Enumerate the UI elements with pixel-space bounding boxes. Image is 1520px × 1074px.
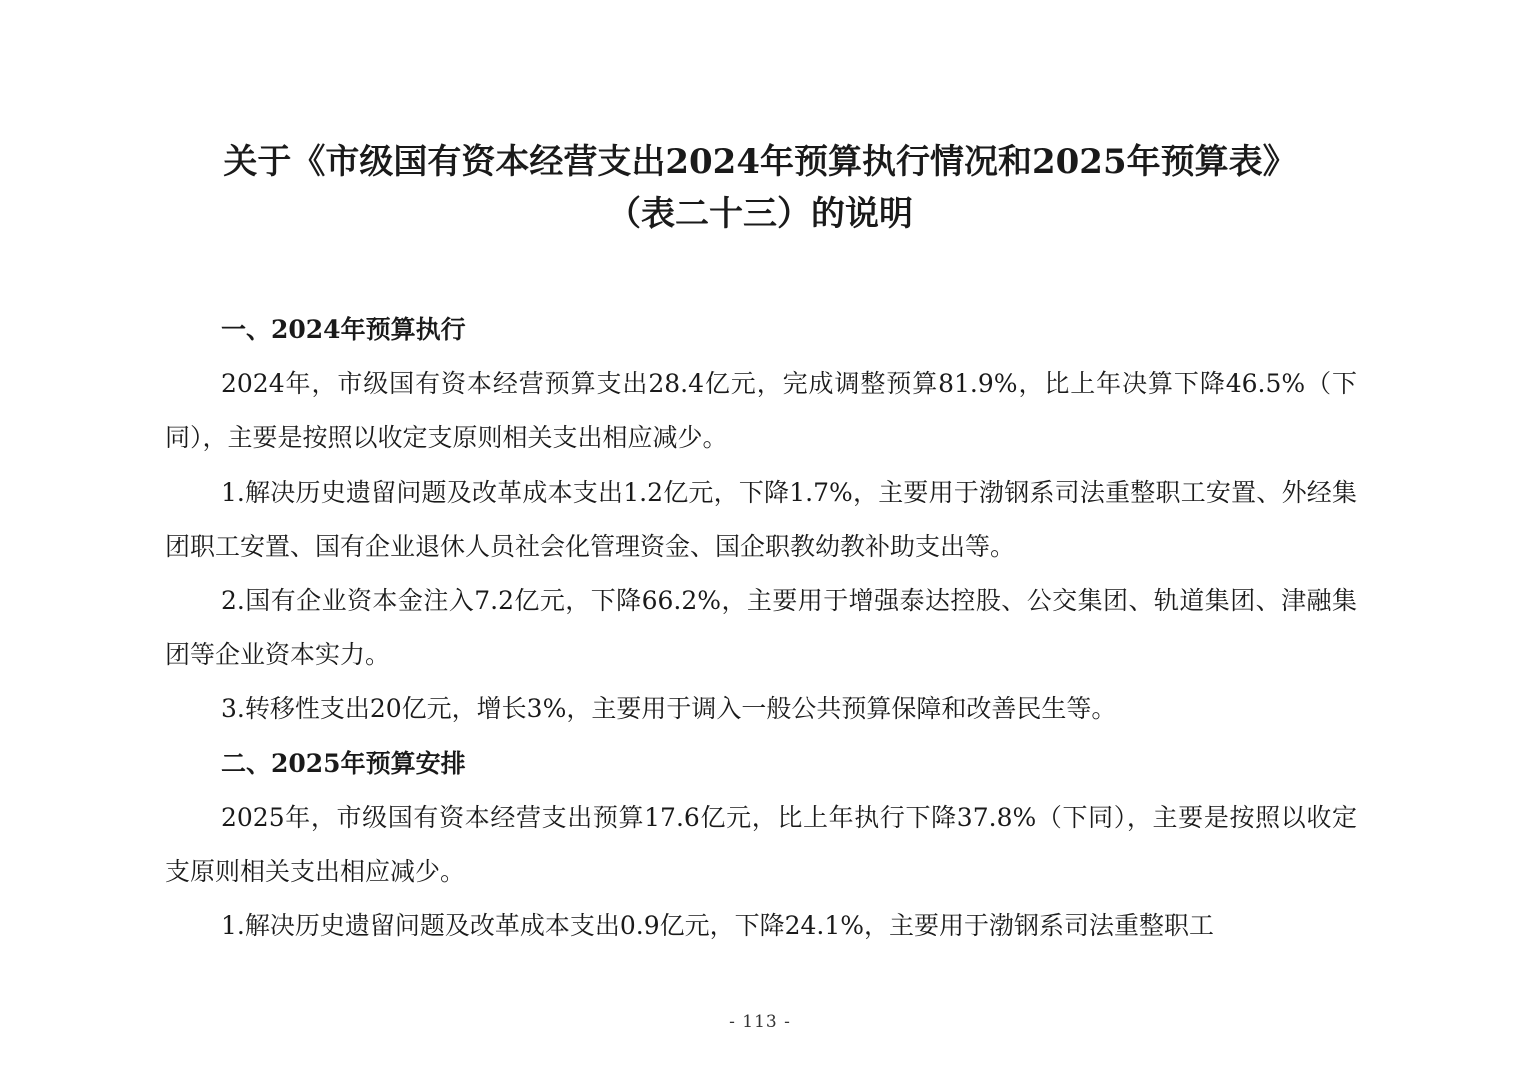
section-1-item-1: 1.解决历史遗留问题及改革成本支出1.2亿元，下降1.7%，主要用于渤钢系司法重整职工安置、外经集团职工安置、国有企业退休人员社会化管理资金、国企职教幼教补助支出等。 xyxy=(165,477,1357,561)
document-body xyxy=(165,303,1357,953)
section-2-intro-paragraph: 2025年，市级国有资本经营支出预算17.6亿元，比上年执行下降37.8%（下同），主要是按照以收定支原则相关支出相应减少。 xyxy=(165,802,1357,887)
section-2-item-1: 1.解决历史遗留问题及改革成本支出0.9亿元，下降24.1%，主要用于渤钢系司法重整职工 xyxy=(221,911,1215,941)
section-1-item-2: 2.国有企业资本金注入7.2亿元，下降66.2%，主要用于增强泰达控股、公交集团、轨道集团、津融集团等企业资本实力。 xyxy=(165,586,1357,670)
section-2-heading: 二、2025年预算安排 xyxy=(221,748,466,778)
section-1-item-3: 3.转移性支出20亿元，增长3%，主要用于调入一般公共预算保障和改善民生等。 xyxy=(221,694,1117,724)
section-1-intro-paragraph: 2024年，市级国有资本经营预算支出28.4亿元，完成调整预算81.9%，比上年决算下降46.5%（下同），主要是按照以收定支原则相关支出相应减少。 xyxy=(165,369,1357,453)
title-line-2: （表二十三）的说明 xyxy=(607,194,913,234)
document-title xyxy=(150,136,1370,240)
title-line-1: 关于《市级国有资本经营支出2024年预算执行情况和2025年预算表》 xyxy=(223,142,1297,182)
page-number: - 113 - xyxy=(729,1012,791,1032)
section-1-heading: 一、2024年预算执行 xyxy=(221,315,466,344)
